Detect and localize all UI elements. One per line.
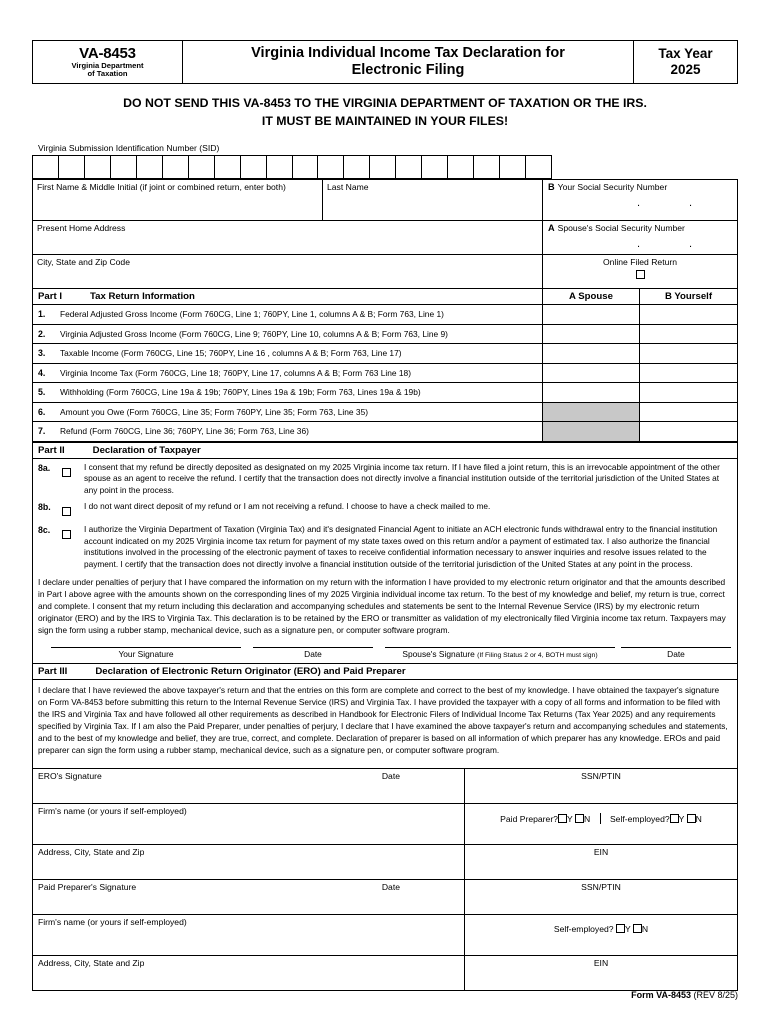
sid-box-2[interactable] (59, 156, 85, 178)
preparer-date-label: Date (381, 882, 400, 893)
preparer-self-employed-yes-checkbox[interactable] (616, 924, 625, 933)
part1-row-yourself-value[interactable] (640, 305, 737, 324)
sid-box-20[interactable] (526, 156, 552, 178)
part1-row (32, 383, 738, 403)
part1-row-yourself-value[interactable] (640, 403, 737, 422)
part1-row-spouse-value[interactable] (543, 305, 640, 324)
part3-declaration-body (32, 680, 738, 768)
online-filed-return-label: Online Filed Return (602, 257, 678, 267)
part1-row (32, 305, 738, 325)
preparer-signature-cell[interactable] (33, 880, 465, 914)
your-ssn-separators (543, 197, 737, 209)
last-name-field[interactable] (323, 180, 542, 220)
ero-address-row (32, 844, 738, 879)
part3-declaration-text: I declare that I have reviewed the above taxpayer's return and that the entries on this form are complete and correct to the best of my knowledge. I have obtained the taxpayer's signature on Form VA-8453 before submitting this return to the Internal Revenue Service (IRS) and Virginia Tax. I have provided the taxpayer with a copy of all forms and information to be filed with the IRS and Virginia Tax and have followed all other requirements as described in Handbook for Electronic Filers of Individual Income Tax Returns (Tax Year 2025) and any requirements specified by Virginia Tax. If I am also the Paid Preparer, under penalties of perjury, I declare that I have examined the above taxpayer's return and accompanying schedules and statements, and to the best of my knowledge and belief, they are true, correct, and complete. Declaration of preparer is based on all information of which preparer has any knowledge. EROs and paid preparer can sign the form using a rubber stamp, mechanical device, such as a signature pen, or computer software program. (38, 685, 728, 756)
agency-name-line1: Virginia Department (71, 60, 144, 70)
part2-consent-item (33, 521, 737, 572)
part3-header-bar (32, 663, 738, 680)
part1-row-number: 5. (38, 387, 46, 398)
part2-item-checkbox[interactable] (62, 468, 71, 477)
part1-row-number: 7. (38, 426, 46, 437)
preparer-self-employed-no-checkbox[interactable] (633, 924, 642, 933)
tax-year-label: Tax Year (658, 45, 713, 61)
part1-rows-container (32, 305, 738, 442)
your-ssn-field[interactable] (543, 180, 737, 220)
part1-row-label: Taxable Income (Form 760CG, Line 15; 760PY, Line 16 , columns A & B; Form 763, Line 17) (60, 348, 402, 359)
part2-title: Declaration of Taxpayer (92, 444, 201, 456)
ero-firm-row (32, 803, 738, 844)
spouse-signature-block[interactable] (385, 647, 615, 659)
part1-row-spouse-value[interactable] (543, 344, 640, 363)
name-row (33, 180, 542, 220)
sid-box-8[interactable] (215, 156, 241, 178)
form-number: VA-8453 (79, 45, 136, 63)
preparer-self-employed-cell (465, 915, 737, 955)
part1-row-description-cell (33, 305, 543, 324)
part1-row-spouse-value[interactable] (543, 325, 640, 344)
online-filed-return-checkbox[interactable] (636, 270, 645, 279)
part1-row-description-cell (33, 344, 543, 363)
part2-consent-item (33, 459, 737, 498)
preparer-self-employed-yes-label: Y (624, 924, 631, 935)
sid-box-14[interactable] (370, 156, 396, 178)
ero-signature-label: ERO's Signature (38, 771, 102, 782)
part1-row (32, 403, 738, 423)
part1-col-a-header: A Spouse (543, 289, 640, 304)
first-name-field[interactable] (33, 180, 323, 220)
online-filed-return-cell (543, 254, 737, 288)
paid-preparer-yes-checkbox[interactable] (558, 814, 567, 823)
part2-header-bar (32, 442, 738, 459)
part2-label: Part II (38, 444, 65, 456)
form-title-block (183, 41, 633, 83)
ero-address-cell[interactable] (33, 845, 465, 879)
sid-input-boxes[interactable] (32, 155, 552, 179)
part3-label: Part III (38, 666, 68, 678)
preparer-address-label: Address, City, State and Zip (38, 958, 145, 969)
sid-box-1[interactable] (33, 156, 59, 178)
ssn-column (543, 180, 737, 288)
form-title-line2: Electronic Filing (351, 62, 465, 78)
preparer-status-cell (465, 804, 737, 844)
spouse-signature-label: Spouse's Signature (402, 649, 478, 660)
part1-row-yourself-value[interactable] (640, 422, 737, 441)
ero-ein-cell[interactable] (465, 845, 737, 879)
part2-item-number: 8c. (38, 524, 51, 535)
tax-year-block (633, 41, 737, 83)
part2-checkbox-items (33, 459, 737, 572)
your-signature-date-block[interactable] (253, 647, 373, 659)
part1-label: Part I (38, 291, 62, 302)
spouse-ssn-separators (543, 238, 737, 250)
preparer-firm-name-cell[interactable] (33, 915, 465, 955)
ero-ein-label: EIN (593, 847, 609, 858)
sid-box-12[interactable] (318, 156, 344, 178)
ero-firm-name-cell[interactable] (33, 804, 465, 844)
part1-row-spouse-value[interactable] (543, 364, 640, 383)
part2-item-checkbox-wrap (62, 501, 84, 520)
status-divider (600, 813, 601, 824)
part1-row-label: Federal Adjusted Gross Income (Form 760CG, Line 1; 760PY, Line 1, columns A & B; Form 763, Line 1) (60, 309, 444, 320)
part1-row-label: Virginia Income Tax (Form 760CG, Line 18; 760PY, Line 17, columns A & B; Form 763 Line 18) (60, 367, 412, 378)
preparer-address-cell[interactable] (33, 956, 465, 990)
part1-row-spouse-value[interactable] (543, 383, 640, 402)
preparer-firm-row (32, 914, 738, 955)
part1-row-description-cell (33, 403, 543, 422)
part2-item-text: I do not want direct deposit of my refund or I am not receiving a refund. I choose to have a check mailed to me. (84, 500, 491, 511)
sid-box-16[interactable] (422, 156, 448, 178)
home-address-label: Present Home Address (37, 223, 126, 233)
part1-row-label: Withholding (Form 760CG, Line 19a & 19b; 760PY, Lines 19a & 19b; Form 763, Lines 19a & 19b) (60, 387, 421, 398)
part2-item-number: 8b. (38, 501, 51, 512)
spouse-ssn-label: Spouse's Social Security Number (557, 223, 685, 233)
part2-item-number: 8a. (38, 462, 51, 473)
your-ssn-label-wrap (543, 180, 737, 192)
spouse-signature-note: (If Filing Status 2 or 4, BOTH must sign) (477, 652, 598, 660)
sid-box-9[interactable] (241, 156, 267, 178)
part2-item-checkbox-wrap (62, 462, 84, 497)
self-employed-yes-label: Y (678, 814, 685, 825)
tax-year-value: 2025 (670, 62, 701, 77)
paid-preparer-yes-label: Y (566, 814, 573, 825)
footer-revision: (REV 8/25) (690, 990, 738, 1000)
part1-row-yourself-value[interactable] (640, 364, 737, 383)
sid-box-3[interactable] (85, 156, 111, 178)
preparer-address-row (32, 955, 738, 991)
part1-row (32, 422, 738, 442)
part1-row-number: 2. (38, 328, 46, 339)
header-agency-block (33, 41, 183, 83)
part2-item-text: I consent that my refund be directly deposited as designated on my 2025 Virginia income tax return. If I have filed a joint return, this is an irrevocable appointment of the other spouse as an agent to receive the refund. I certify that the transaction does not directly involve a financial institution outside of the territorial jurisdiction of the United States at any point in the process. (84, 461, 720, 496)
form-title-line1: Virginia Individual Income Tax Declaration for (251, 44, 565, 61)
spouse-ssn-marker: A (548, 223, 555, 233)
ero-address-label: Address, City, State and Zip (38, 847, 145, 858)
home-address-field[interactable] (33, 220, 542, 254)
name-ssn-row (32, 179, 738, 288)
self-employed-label: Self-employed? (609, 814, 670, 825)
sid-box-17[interactable] (448, 156, 474, 178)
part1-header-bar (32, 288, 738, 305)
self-employed-no-checkbox[interactable] (687, 814, 696, 823)
part1-row-label: Virginia Adjusted Gross Income (Form 760CG, Line 9; 760PY, Line 10, columns A & B; Form 763, Line 9) (60, 328, 448, 339)
part1-row (32, 325, 738, 345)
ssn-dot-1: . (636, 197, 640, 209)
preparer-signature-label: Paid Preparer's Signature (38, 882, 137, 893)
part2-declaration-text: I declare under penalties of perjury that I have compared the information on my return with the information I have provided to my electronic return originator and that the amounts described in Part I above agree with the amounts shown on the corresponding lines of my 2025 Virginia individual income tax return. To the best of my knowledge and belief, my return is true, correct and complete. I consent that my return including this declaration and accompanying schedules and statements be sent to the Internal Revenue Service (IRS) by my electronic return originator (ERO) and by the IRS to Virginia Tax. This declaration is to be retained by the ERO or transmitter as validation of my electronically filed Virginia income tax return. Taxpayers may sign the form using a rubber stamp, mechanical device, such as a signature pen, or computer software program. (38, 576, 726, 636)
part1-row-number: 6. (38, 406, 46, 417)
warning-line-2: IT MUST BE MAINTAINED IN YOUR FILES! (261, 113, 509, 128)
your-ssn-marker: B (548, 182, 555, 192)
sid-box-5[interactable] (137, 156, 163, 178)
ero-signature-row (32, 768, 738, 803)
part1-row (32, 344, 738, 364)
preparer-self-employed-label: Self-employed? (553, 924, 614, 935)
ero-date-label: Date (381, 771, 400, 782)
agency-name-line2: of Taxation (87, 69, 128, 79)
part1-col-b-header: B Yourself (664, 291, 713, 302)
taxpayer-signature-lines (33, 638, 737, 659)
spouse-signature-date-block[interactable] (621, 647, 731, 659)
part1-title: Tax Return Information (90, 291, 195, 302)
city-state-zip-field[interactable] (33, 254, 542, 288)
name-address-column (33, 180, 543, 288)
sid-box-18[interactable] (474, 156, 500, 178)
preparer-ein-cell[interactable] (465, 956, 737, 990)
preparer-self-employed-no-label: N (641, 924, 649, 935)
self-employed-no-label: N (695, 814, 702, 825)
spouse-signature-label-wrap (385, 648, 615, 659)
form-header-box (32, 40, 738, 84)
part2-item-checkbox-wrap (62, 524, 84, 571)
part1-row-yourself-value[interactable] (640, 344, 737, 363)
sid-box-15[interactable] (396, 156, 422, 178)
ero-ssnptin-cell[interactable] (465, 769, 737, 803)
part1-row-spouse-value (543, 422, 640, 441)
part2-item-checkbox[interactable] (62, 507, 71, 516)
preparer-signature-row (32, 879, 738, 914)
form-footer (631, 990, 738, 1000)
part1-row (32, 364, 738, 384)
ssn-dot-3: . (636, 238, 640, 250)
part1-row-yourself-value[interactable] (640, 325, 737, 344)
preparer-status-line (465, 804, 737, 824)
form-body (32, 179, 738, 991)
part1-row-description-cell (33, 383, 543, 402)
ssn-dot-2: . (688, 197, 692, 209)
part3-title: Declaration of Electronic Return Originator (ERO) and Paid Preparer (95, 666, 406, 678)
part1-row-yourself-value[interactable] (640, 383, 737, 402)
last-name-label: Last Name (327, 182, 369, 192)
part1-row-spouse-value (543, 403, 640, 422)
part1-row-number: 1. (38, 309, 46, 320)
ero-firm-name-label: Firm's name (or yours if self-employed) (38, 806, 187, 817)
footer-form-name: Form VA-8453 (631, 990, 691, 1000)
sid-box-13[interactable] (344, 156, 370, 178)
paid-preparer-label: Paid Preparer? (500, 814, 558, 825)
preparer-ssnptin-label: SSN/PTIN (581, 882, 621, 893)
part1-row-number: 4. (38, 367, 46, 378)
ero-signature-cell[interactable] (33, 769, 465, 803)
city-state-zip-label: City, State and Zip Code (37, 257, 130, 267)
warning-line-1: DO NOT SEND THIS VA-8453 TO THE VIRGINIA DEPARTMENT OF TAXATION OR THE IRS. (123, 96, 647, 110)
part2-item-text: I authorize the Virginia Department of Taxation (Virginia Tax) and it's designated Financial Agent to initiate an ACH electronic funds withdrawal entry to the financial institution account indicated on my 2025 Virginia income tax return for payment of my state taxes owed on this return and/or a payment of estimated tax. I also authorize the financial institutions involved in the processing of the electronic payment of taxes to receive confidential information necessary to answer inquiries and resolve issues related to the payment. I certify that the transaction does not directly involve a financial institution outside of the territorial jurisdiction of the United States at any point in the process. (84, 523, 718, 570)
self-employed-yes-checkbox[interactable] (670, 814, 679, 823)
paid-preparer-no-checkbox[interactable] (575, 814, 584, 823)
part1-row-number: 3. (38, 348, 46, 359)
sid-box-7[interactable] (189, 156, 215, 178)
part1-header-left (33, 289, 543, 304)
preparer-self-employed-line (465, 915, 737, 934)
part1-row-label: Refund (Form 760CG, Line 36; 760PY, Line 36; Form 763, Line 36) (60, 426, 309, 437)
part2-body (32, 459, 738, 664)
sid-box-6[interactable] (163, 156, 189, 178)
part1-row-description-cell (33, 364, 543, 383)
preparer-ssnptin-cell[interactable] (465, 880, 737, 914)
first-name-label: First Name & Middle Initial (if joint or combined return, enter both) (37, 182, 286, 192)
part2-item-checkbox[interactable] (62, 530, 71, 539)
sid-box-19[interactable] (500, 156, 526, 178)
spouse-signature-date-label: Date (667, 649, 685, 660)
preparer-ein-label: EIN (593, 958, 609, 969)
sid-label: Virginia Submission Identification Number (SID) (38, 143, 220, 153)
part1-row-description-cell (33, 325, 543, 344)
spouse-ssn-label-wrap (543, 221, 737, 233)
your-ssn-label: Your Social Security Number (557, 182, 668, 192)
ero-ssnptin-label: SSN/PTIN (581, 771, 621, 782)
paid-preparer-no-label: N (583, 814, 591, 825)
your-signature-block[interactable] (51, 647, 241, 659)
part2-consent-item (33, 498, 737, 521)
sid-box-10[interactable] (267, 156, 293, 178)
part1-row-label: Amount you Owe (Form 760CG, Line 35; Form 760PY, Line 35; Form 763, Line 35) (60, 406, 369, 417)
your-signature-label: Your Signature (118, 649, 174, 660)
preparer-firm-name-label: Firm's name (or yours if self-employed) (38, 917, 187, 928)
do-not-send-warning (32, 95, 738, 131)
ssn-dot-4: . (688, 238, 692, 250)
your-signature-date-label: Date (304, 649, 322, 660)
sid-box-4[interactable] (111, 156, 137, 178)
part1-row-description-cell (33, 422, 543, 441)
spouse-ssn-field[interactable] (543, 220, 737, 254)
sid-box-11[interactable] (293, 156, 319, 178)
